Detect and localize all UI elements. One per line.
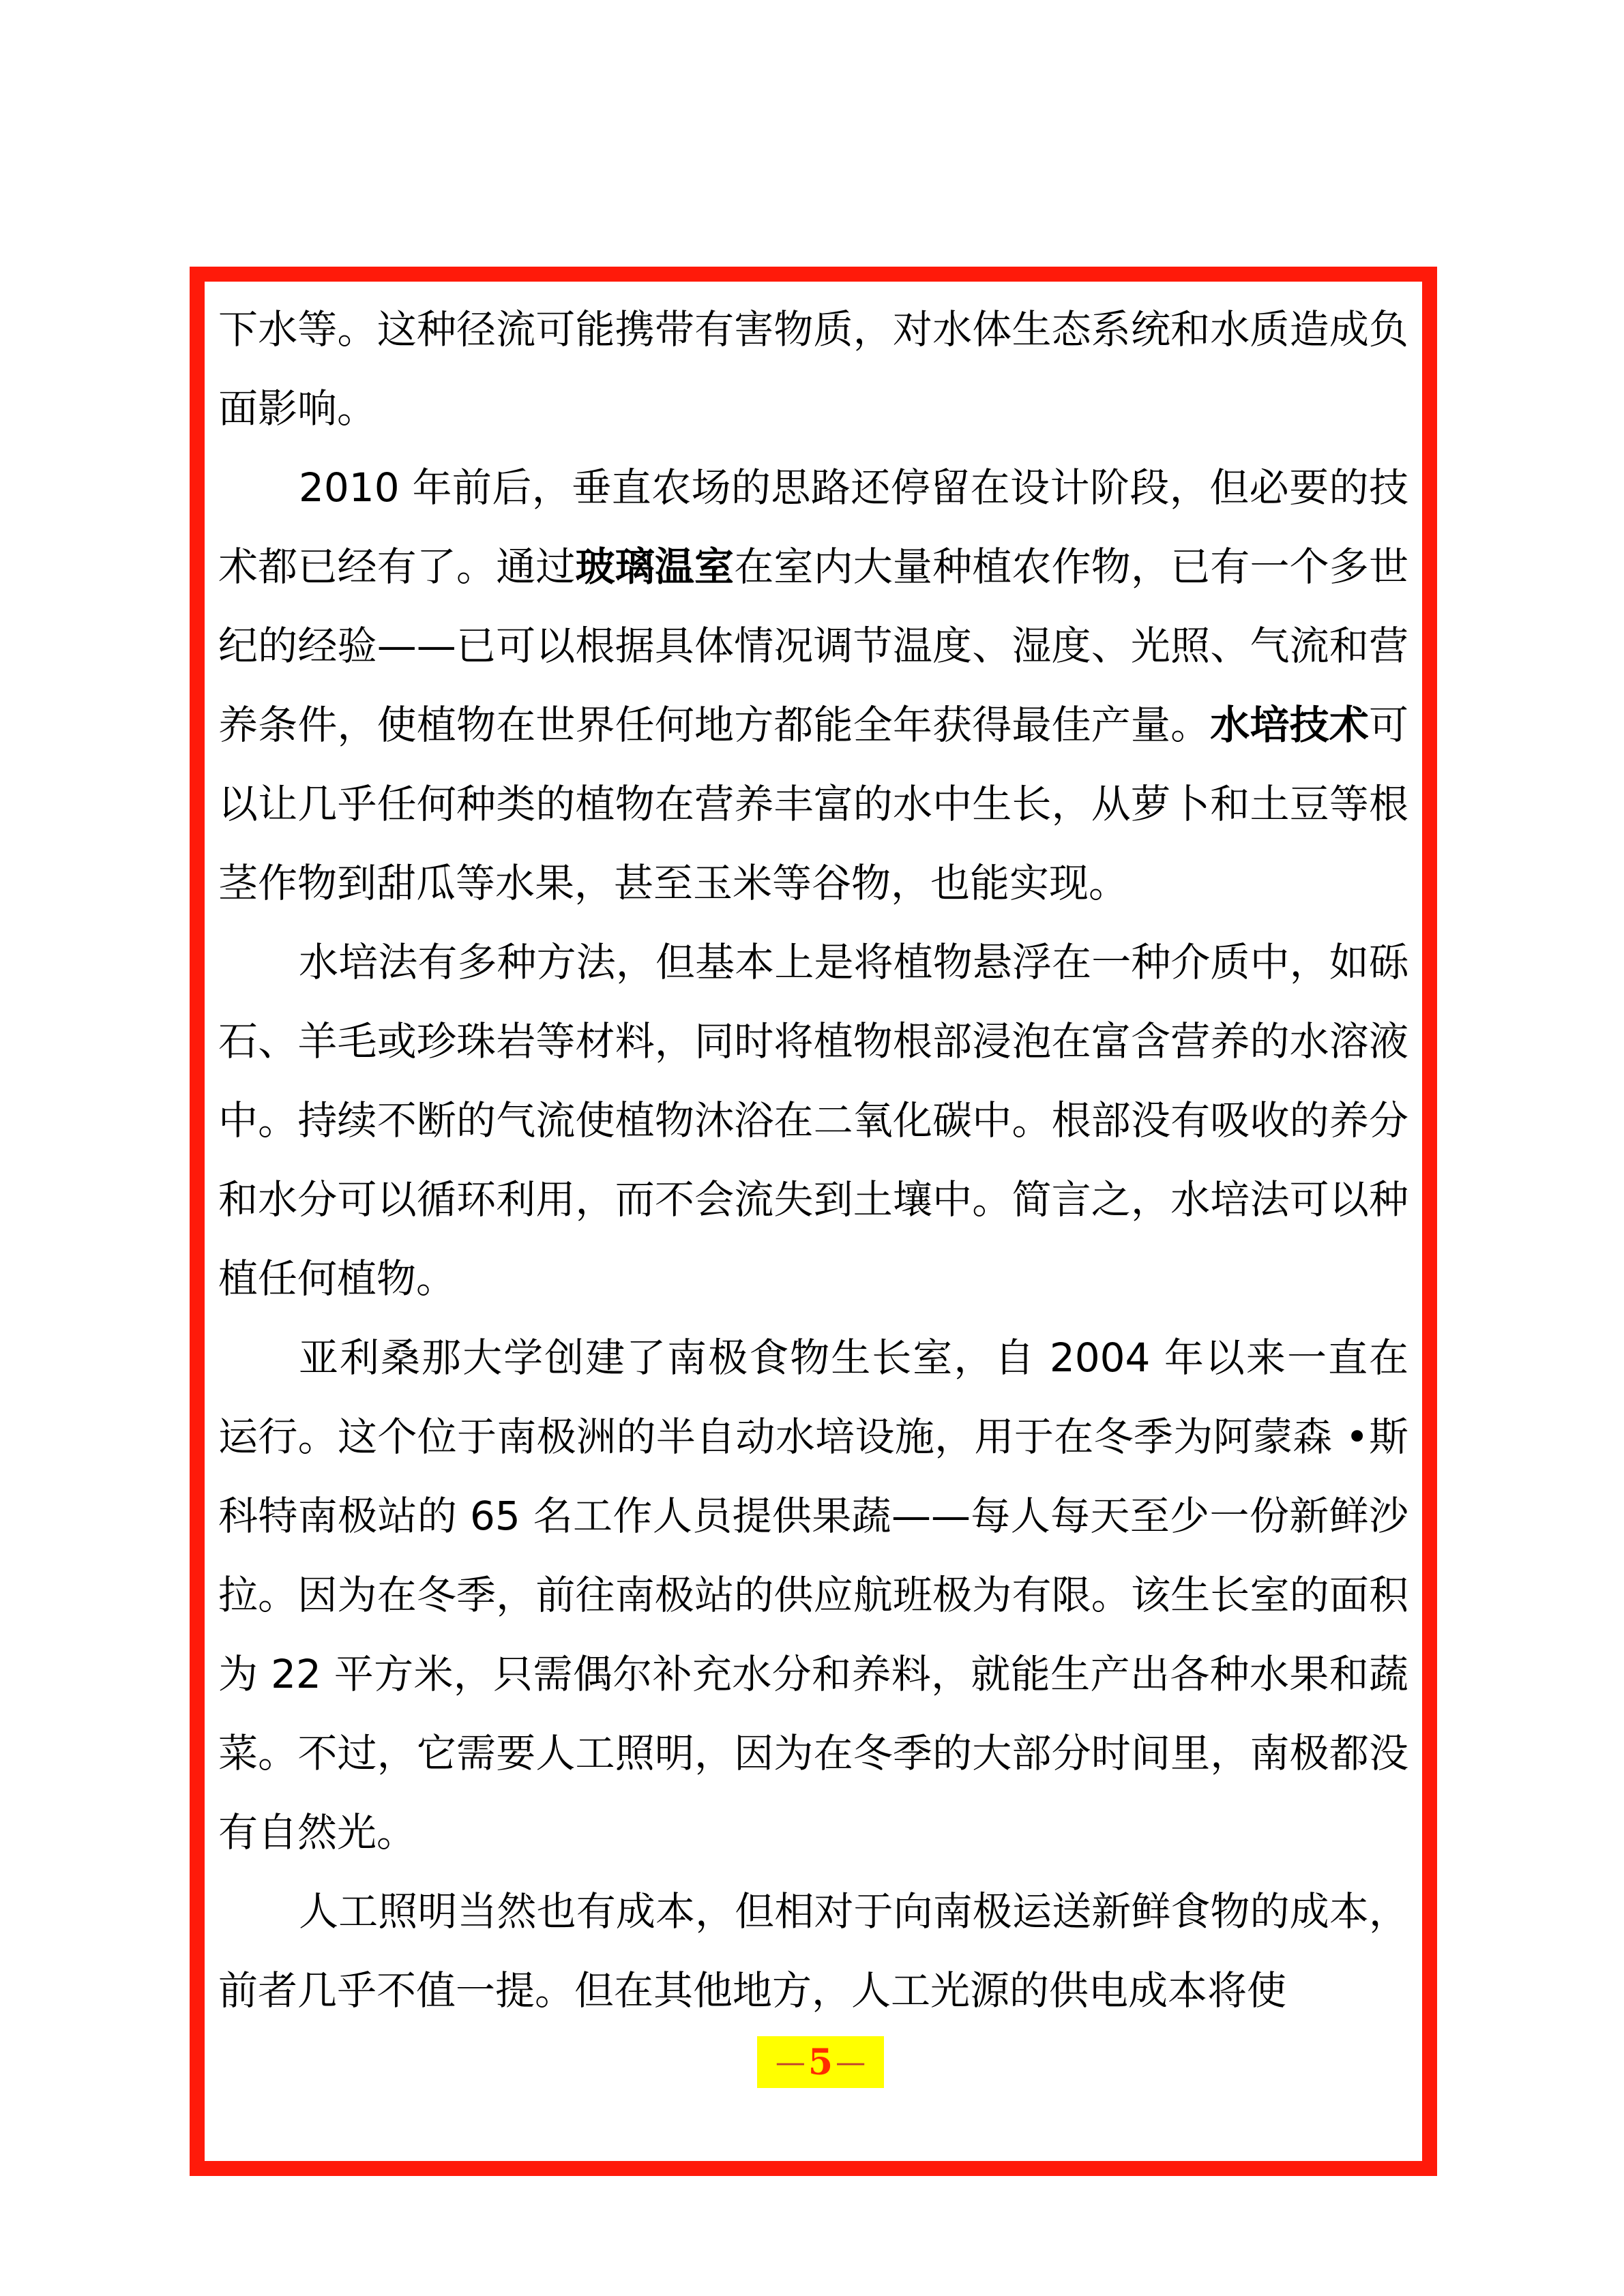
- bold-term-glass-greenhouse: 玻璃温室: [575, 543, 735, 590]
- paragraph-3: [218, 923, 1408, 1318]
- paragraph-4-text: 亚利桑那大学创建了南极食物生长室，自 2004 年以来一直在运行。这个位于南极洲的半自动水培设施，用于在冬季为阿蒙森 •斯科特南极站的 65 名工作人员提供果蔬——每人每天至少一份新鲜沙拉。因为在冬季，前往南极站的供应航班极为有限。该生长室的面积为 22 平方米，只需偶尔补充水分和养料，就能生产出各种水果和蔬菜。不过，它需要人工照明，因为在冬季的大部分时间里，南极都没有自然光。: [218, 1335, 1408, 1855]
- page-number-left-dash: —: [775, 2044, 806, 2080]
- document-body: [218, 290, 1408, 2030]
- page-number-right-dash: —: [836, 2044, 866, 2080]
- paragraph-2: [218, 448, 1408, 923]
- paragraph-2-text: 在室内大量种植农作物，已有一个多世纪的经验——已可以根据具体情况调节温度、湿度、光照、气流和营养条件，使植物在世界任何地方都能全年获得最佳产量。: [218, 543, 1408, 748]
- paragraph-1-text: 下水等。这种径流可能携带有害物质，对水体生态系统和水质造成负面影响。: [218, 306, 1408, 432]
- paragraph-4: [218, 1318, 1408, 1872]
- bold-term-hydroponics: 水培技术: [1210, 702, 1369, 748]
- page-number-badge: [757, 2036, 884, 2088]
- paragraph-5: [218, 1872, 1408, 2030]
- paragraph-1: [218, 290, 1408, 448]
- page-number-value: 5: [808, 2041, 833, 2083]
- paragraph-5-text: 人工照明当然也有成本，但相对于向南极运送新鲜食物的成本，前者几乎不值一提。但在其他地方，人工光源的供电成本将使: [218, 1888, 1408, 2014]
- paragraph-2-text: 2010 年前后，垂直农场的思路还停留在设计阶段，但必要的技术都已经有了。通过: [218, 464, 1408, 590]
- paragraph-3-text: 水培法有多种方法，但基本上是将植物悬浮在一种介质中，如砾石、羊毛或珍珠岩等材料，同时将植物根部浸泡在富含营养的水溶液中。持续不断的气流使植物沐浴在二氧化碳中。根部没有吸收的养分和水分可以循环利用，而不会流失到土壤中。简言之，水培法可以种植任何植物。: [218, 939, 1408, 1302]
- paragraph-2-text: 可以让几乎任何种类的植物在营养丰富的水中生长，从萝卜和土豆等根茎作物到甜瓜等水果，甚至玉米等谷物，也能实现。: [218, 702, 1408, 906]
